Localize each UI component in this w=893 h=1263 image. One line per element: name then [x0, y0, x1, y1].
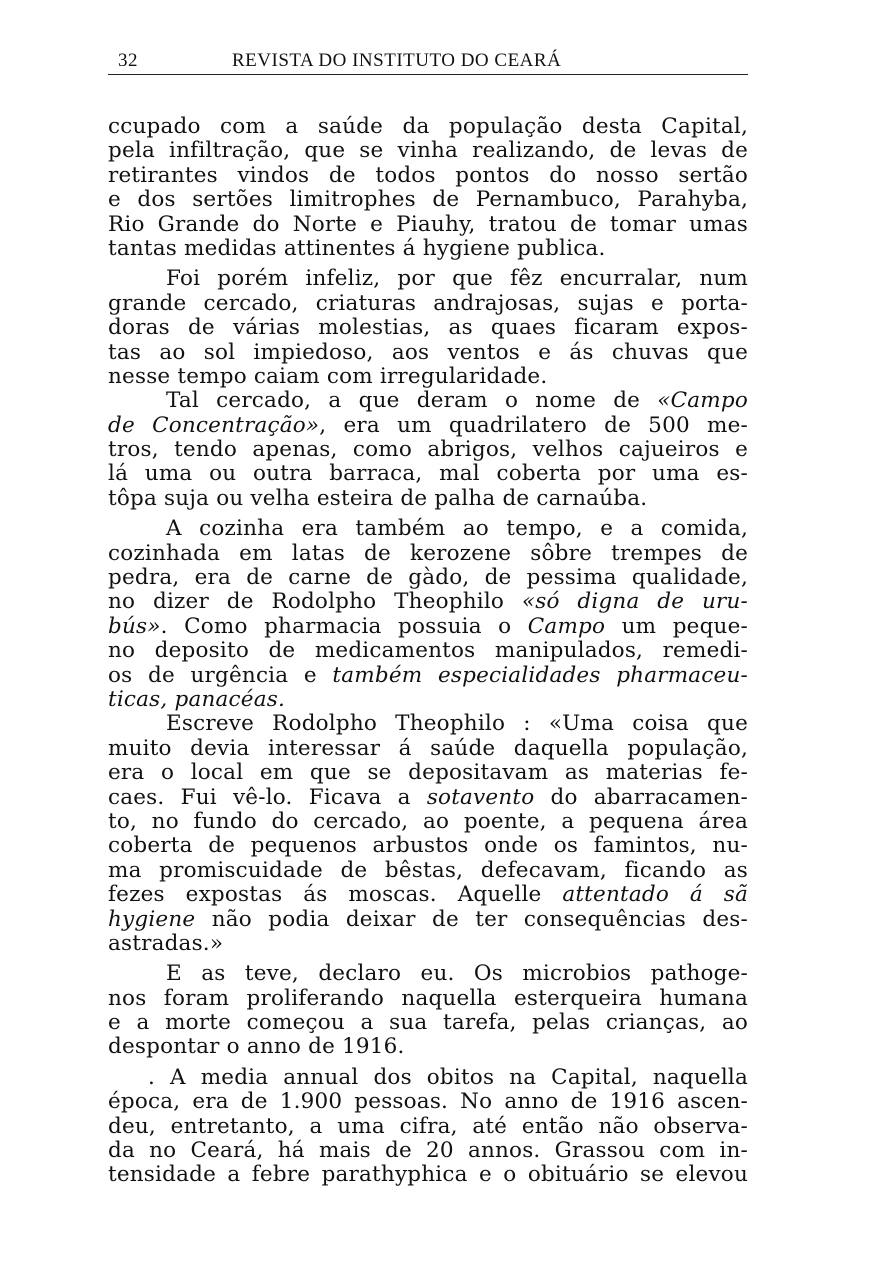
text-line: Rio Grande do Norte e Piauhy, tratou de tomar umas — [108, 211, 748, 237]
text-line: to, no fundo do cercado, ao poente, a pequena área — [108, 808, 748, 834]
text-line: de Concentração», era um quadrilatero de 500 me- — [108, 412, 748, 438]
text-line: astradas.» — [108, 930, 224, 956]
text-line: ccupado com a saúde da população desta Capital, — [108, 114, 748, 139]
text-line: tas ao sol impiedoso, aos ventos e ás chuvas que — [108, 339, 748, 365]
document-page — [108, 44, 748, 1188]
text-line: pedra, era de carne de gàdo, de pessima qualidade, — [108, 565, 748, 591]
text-line: época, era de 1.900 pessoas. No anno de 1916 ascen- — [108, 1089, 748, 1115]
text-line: Foi porém infeliz, por que fêz encurralar, num — [166, 266, 748, 292]
paragraph — [108, 712, 748, 956]
text-line: despontar o anno de 1916. — [108, 1034, 405, 1060]
running-header — [108, 44, 748, 75]
text-line: A cozinha era também ao tempo, e a comida, — [166, 516, 748, 542]
page-number: 32 — [118, 50, 138, 71]
text-line: nesse tempo caiam com irregularidade. — [108, 363, 548, 389]
text-line: Tal cercado, a que deram o nome de «Campo — [166, 388, 748, 414]
text-line: Escreve Rodolpho Theophilo : «Uma coisa que — [166, 711, 748, 737]
paragraph — [108, 517, 748, 712]
text-line: deu, entretanto, a uma cifra, até então não observa- — [108, 1113, 748, 1139]
text-line: no deposito de medicamentos manipulados, remedi- — [108, 638, 748, 664]
text-line: . A media annual dos obitos na Capital, naquella — [148, 1064, 748, 1090]
text-line: bús». Como pharmacia possuia o Campo um peque- — [108, 613, 748, 639]
text-line: coberta de pequenos arbustos onde os famintos, nu- — [108, 833, 748, 859]
text-line: E as teve, declaro eu. Os microbios pathoge- — [166, 961, 748, 987]
text-line: cozinhada em latas de kerozene sôbre trempes de — [108, 540, 748, 566]
body-text — [108, 115, 748, 1188]
text-line: pela infiltração, que se vinha realizando, de levas de — [108, 138, 748, 164]
paragraph — [108, 962, 748, 1060]
paragraph — [108, 1066, 748, 1188]
text-line: ma promiscuidade de bêstas, defecavam, ficando as — [108, 857, 748, 883]
text-line: nos foram proliferando naquella esterqueira humana — [108, 985, 748, 1011]
text-line: da no Ceará, há mais de 20 annos. Grassou com in- — [108, 1138, 748, 1164]
text-line: e a morte começou a sua tarefa, pelas crianças, ao — [108, 1010, 748, 1036]
journal-title: REVISTA DO INSTITUTO DO CEARÁ — [232, 50, 562, 71]
text-line: caes. Fui vê-lo. Ficava a sotavento do abarracamen- — [108, 784, 748, 810]
text-line: no dizer de Rodolpho Theophilo «só digna de uru- — [108, 589, 748, 615]
text-line: lá uma ou outra barraca, mal coberta por uma es- — [108, 461, 748, 487]
text-line: os de urgência e também especialidades pharmaceu- — [108, 662, 748, 688]
text-line: tôpa suja ou velha esteira de palha de carnaúba. — [108, 485, 648, 511]
text-line: doras de várias molestias, as quaes ficaram expos- — [108, 315, 748, 341]
text-line: fezes expostas ás moscas. Aquelle attentado á sã — [108, 882, 748, 908]
text-line: grande cercado, criaturas andrajosas, sujas e porta- — [108, 290, 748, 316]
paragraph — [108, 389, 748, 511]
text-line: retirantes vindos de todos pontos do nosso sertão — [108, 162, 748, 188]
paragraph — [108, 115, 748, 261]
text-line: era o local em que se depositavam as materias fe- — [108, 760, 748, 786]
paragraph — [108, 267, 748, 389]
text-line: tros, tendo apenas, como abrigos, velhos cajueiros e — [108, 437, 748, 463]
text-line: e dos sertões limitrophes de Pernambuco, Parahyba, — [108, 187, 748, 213]
text-line: ticas, panacéas. — [108, 686, 285, 712]
text-line: muito devia interessar á saúde daquella população, — [108, 735, 748, 761]
text-line: hygiene não podia deixar de ter consequências des- — [108, 906, 748, 932]
text-line: tensidade a febre parathyphica e o obituário se elevou — [108, 1162, 748, 1188]
text-line: tantas medidas attinentes á hygiene publica. — [108, 235, 606, 261]
